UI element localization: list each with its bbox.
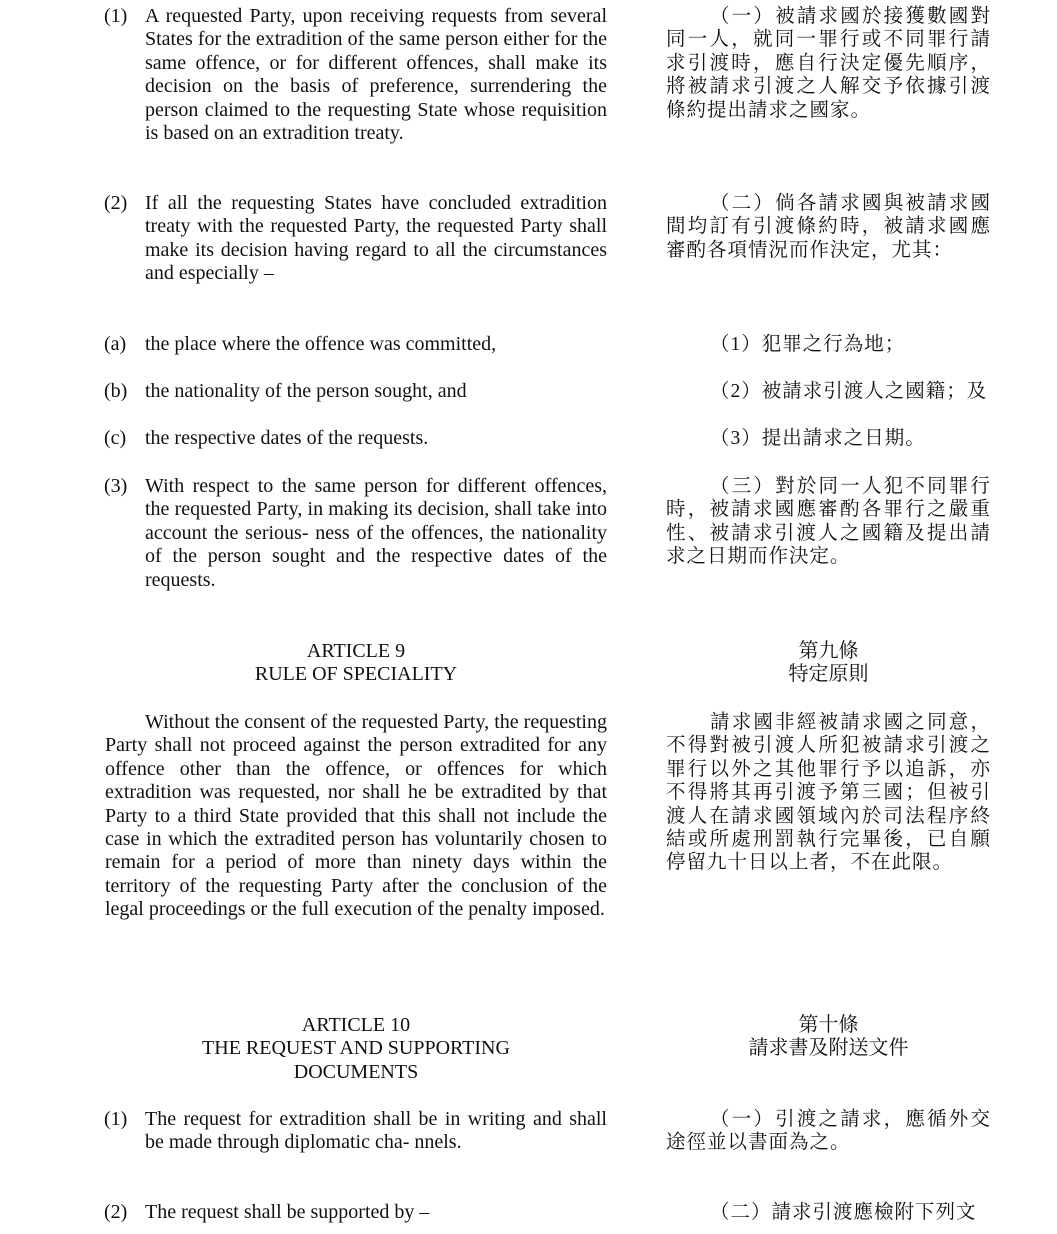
item-letter: (a) [104, 333, 127, 355]
zh-paragraph-text: （二）倘各請求國與被請求國間均訂有引渡條約時，被請求國應審酌各項情況而作決定，尤其： [666, 193, 991, 261]
zh-article-9-text [666, 711, 991, 875]
article-title: 請求書及附送文件 [748, 1037, 909, 1060]
article-title: RULE OF SPECIALITY [254, 663, 458, 686]
zh-article-10-heading [666, 1014, 991, 1061]
en-article-10-heading [105, 1014, 607, 1084]
item-letter: (b) [104, 380, 128, 402]
paragraph-text: The request shall be supported by – [145, 1201, 430, 1223]
zh-paragraph-3 [666, 475, 991, 569]
article-number: 第十條 [798, 1014, 859, 1036]
zh-article-9-heading [666, 640, 991, 687]
zh-paragraph-text: （二）請求引渡應檢附下列文 [710, 1202, 977, 1223]
item-text: the nationality of the person sought, and [145, 380, 467, 402]
en-article-9-heading [105, 640, 607, 687]
zh-item-text: （3）提出請求之日期。 [710, 428, 926, 449]
zh-paragraph-text: 請求國非經被請求國之同意，不得對被引渡人所犯被請求引渡之罪行以外之其他罪行予以追訴，亦不得將其再引渡予第三國；但被引渡人在請求國領域內於司法程序終結或所處刑罰執行完畢後，已自願停留九十日以上者，不在此限。 [666, 712, 991, 874]
en-article-9-text: Without the consent of the requested Party, the requesting Party shall not proceed against the person extradited for any offence other than the offence, or offences for which extradition was requested, nor shall he be extradited by that Party to a third State provided that this shall not include the case in which the extradited person has voluntarily chosen to remain for a period of more than ninety days within the territory of the requesting Party after the conclusion of the legal proceedings or the full execution of the penalty imposed. [105, 711, 607, 921]
paragraph-number: (2) [104, 192, 128, 214]
item-text: the place where the offence was committed, [145, 333, 497, 355]
article-number: ARTICLE 9 [306, 640, 406, 662]
paragraph-number: (1) [104, 1108, 128, 1130]
article-number: 第九條 [798, 640, 859, 662]
paragraph-text: The request for extradition shall be in writing and shall be made through diplomatic cha- nnels. [145, 1108, 607, 1154]
paragraph-number: (2) [104, 1201, 128, 1223]
paragraph-number: (3) [104, 475, 128, 497]
paragraph-number: (1) [104, 5, 128, 27]
zh-item-3 [666, 427, 991, 450]
zh-paragraph-2 [666, 192, 991, 262]
article-number: ARTICLE 10 [301, 1014, 411, 1036]
paragraph-text: A requested Party, upon receiving requests from several States for the extradition of the same person either for the same offence, or for different offences, shall make its decision on the basis of preference, surrendering the person claimed to the requesting State whose requisition is based on an extradition treaty. [145, 5, 607, 145]
zh-item-text: （1）犯罪之行為地； [710, 334, 906, 355]
zh-paragraph-text: （三）對於同一人犯不同罪行時，被請求國應審酌各罪行之嚴重性、被請求引渡人之國籍及提出請求之日期而作決定。 [666, 476, 991, 568]
item-text: the respective dates of the requests. [145, 427, 429, 449]
zh-item-text: （2）被請求引渡人之國籍；及 [710, 381, 988, 402]
article-title: THE REQUEST AND SUPPORTING DOCUMENTS [202, 1037, 510, 1083]
article-title: 特定原則 [788, 663, 869, 686]
zh-item-2 [666, 380, 991, 403]
zh-article-10-paragraph-2 [666, 1201, 991, 1224]
zh-article-10-paragraph-1 [666, 1108, 991, 1155]
zh-paragraph-text: （一）被請求國於接獲數國對同一人，就同一罪行或不同罪行請求引渡時，應自行決定優先順序，將被請求引渡之人解交予依據引渡條約提出請求之國家。 [666, 6, 991, 121]
paragraph-text: If all the requesting States have concluded extradition treaty with the requested Party, the requested Party shall make its decision having regard to all the circumstances and especially – [145, 192, 607, 285]
item-letter: (c) [104, 427, 127, 449]
zh-item-1 [666, 333, 991, 356]
paragraph-text: With respect to the same person for different offences, the requested Party, in making its decision, shall take into account the serious- ness of the offences, the nationality of the person sought and the respective dates of the requests. [145, 475, 607, 591]
zh-paragraph-1 [666, 5, 991, 122]
zh-paragraph-text: （一）引渡之請求，應循外交途徑並以書面為之。 [666, 1109, 991, 1154]
